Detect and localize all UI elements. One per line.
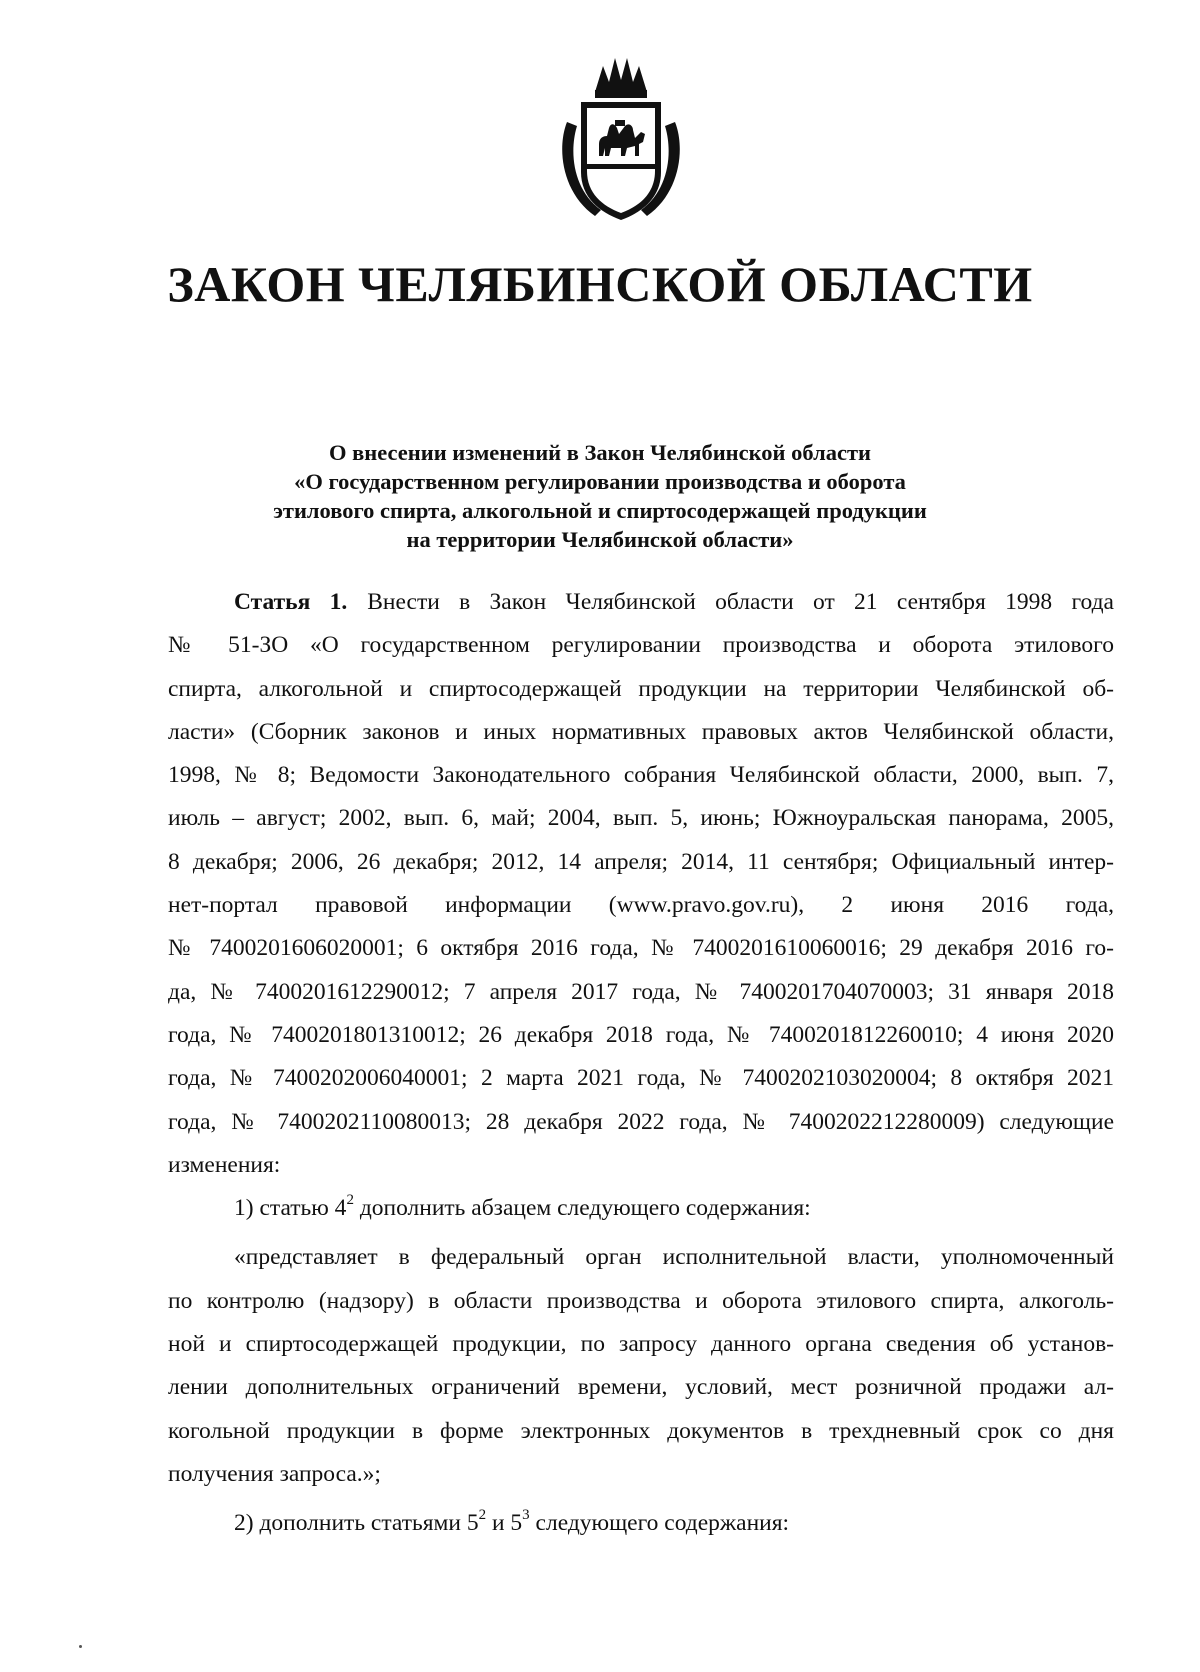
subtitle-line: О внесении изменений в Закон Челябинской области	[329, 440, 871, 465]
item-1-suffix: дополнить абзацем следующего содержания:	[353, 1195, 811, 1222]
item-1-superscript: 2	[346, 1192, 354, 1209]
quote-line: по контролю (надзору) в области производства и оборота этилового спирта, алкоголь-	[168, 1287, 1114, 1314]
article-line: года, № 7400201801310012; 26 декабря 2018 года, № 7400201812260010; 4 июня 2020	[168, 1021, 1114, 1048]
amendment-item-2	[168, 1502, 1114, 1545]
item-2-superscript-2: 3	[522, 1507, 530, 1524]
article-line: года, № 7400202006040001; 2 марта 2021 года, № 7400202103020004; 8 октября 2021	[168, 1065, 1114, 1092]
article-text: Внести в Закон Челябинской области от 21 сентября 1998 года	[367, 589, 1114, 615]
subtitle-line: на территории Челябинской области»	[406, 527, 794, 552]
scan-speck	[79, 1645, 82, 1648]
article-1-heading-line	[168, 581, 1114, 624]
article-line: 8 декабря; 2006, 26 декабря; 2012, 14 апреля; 2014, 11 сентября; Официальный интер-	[168, 848, 1114, 875]
article-line: июль – август; 2002, вып. 6, май; 2004, вып. 5, июнь; Южноуральская панорама, 2005,	[168, 805, 1114, 832]
article-line: да, № 7400201612290012; 7 апреля 2017 года, № 7400201704070003; 31 января 2018	[168, 978, 1114, 1005]
article-line: спирта, алкогольной и спиртосодержащей продукции на территории Челябинской об-	[168, 675, 1114, 702]
quote-line: «представляет в федеральный орган исполнительной власти, уполномоченный	[234, 1244, 1114, 1271]
article-line: нет-портал правовой информации (www.pravo.gov.ru), 2 июня 2016 года,	[168, 892, 1114, 919]
item-2-prefix: 2) дополнить статьями 5	[234, 1510, 479, 1537]
subtitle-line: «О государственном регулировании производства и оборота	[294, 469, 906, 494]
article-line: 1998, № 8; Ведомости Законодательного собрания Челябинской области, 2000, вып. 7,	[168, 762, 1114, 789]
item-2-mid: и 5	[486, 1510, 523, 1537]
law-title: ЗАКОН ЧЕЛЯБИНСКОЙ ОБЛАСТИ	[167, 256, 1033, 312]
article-line: № 51-ЗО «О государственном регулировании производства и оборота этилового	[168, 632, 1114, 659]
item-1-prefix: 1) статью 4	[234, 1195, 347, 1222]
quote-line: лении дополнительных ограничений времени, условий, мест розничной продажи ал-	[168, 1374, 1114, 1401]
quote-line: когольной продукции в форме электронных документов в трехдневный срок со дня	[168, 1417, 1114, 1444]
document-body	[168, 581, 1114, 1546]
article-line: изменения:	[168, 1151, 281, 1178]
quote-line: получения запроса.»;	[168, 1460, 381, 1487]
subtitle-line: этилового спирта, алкогольной и спиртосодержащей продукции	[273, 498, 927, 523]
article-line: ласти» (Сборник законов и иных нормативных правовых актов Челябинской области,	[168, 718, 1114, 745]
quote-line: ной и спиртосодержащей продукции, по запросу данного органа сведения об установ-	[168, 1331, 1114, 1358]
coat-of-arms-icon	[555, 52, 687, 224]
law-subtitle	[0, 438, 1200, 554]
article-line: года, № 7400202110080013; 28 декабря 2022 года, № 7400202212280009) следующие	[168, 1108, 1114, 1135]
item-2-suffix: следующего содержания:	[529, 1510, 790, 1537]
article-label: Статья 1.	[234, 589, 348, 615]
item-2-superscript-1: 2	[478, 1507, 487, 1524]
article-line: № 7400201606020001; 6 октября 2016 года, № 7400201610060016; 29 декабря 2016 го-	[168, 935, 1114, 962]
amendment-item-1	[168, 1187, 1114, 1230]
